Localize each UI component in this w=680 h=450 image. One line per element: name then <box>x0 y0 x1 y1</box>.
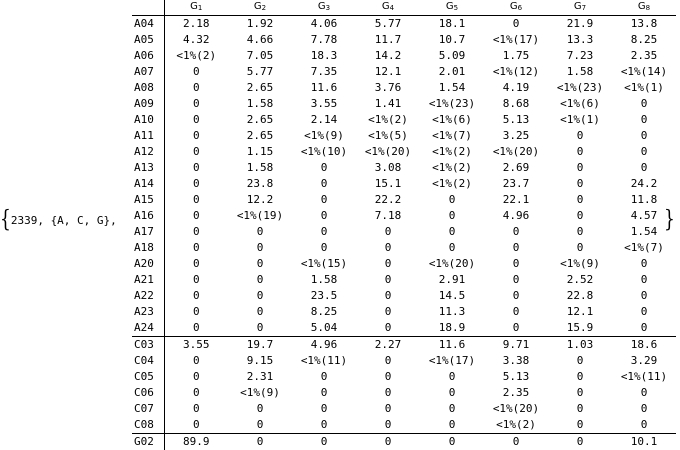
table-cell: 11.7 <box>356 32 420 48</box>
table-cell: 2.31 <box>228 369 292 385</box>
table-cell: 8.68 <box>484 96 548 112</box>
table-cell: 4.96 <box>292 337 356 354</box>
table-cell: 0 <box>548 144 612 160</box>
table-cell: 23.5 <box>292 288 356 304</box>
table-cell: 2.18 <box>164 16 228 33</box>
table-cell: 2.35 <box>612 48 676 64</box>
table-cell: 0 <box>292 160 356 176</box>
table-cell: 0 <box>548 128 612 144</box>
row-label: A08 <box>132 80 164 96</box>
table-cell: 0 <box>356 240 420 256</box>
table-cell: 15.9 <box>548 320 612 337</box>
table-cell: 0 <box>612 417 676 434</box>
table-row <box>132 48 676 64</box>
table-cell: <1%(10) <box>292 144 356 160</box>
table-cell: 18.3 <box>292 48 356 64</box>
table-cell: 4.32 <box>164 32 228 48</box>
row-label: A20 <box>132 256 164 272</box>
table-cell: 0 <box>548 224 612 240</box>
table-cell: 0 <box>612 144 676 160</box>
table-cell: 0 <box>228 304 292 320</box>
table-body <box>132 16 676 450</box>
table-cell: <1%(9) <box>228 385 292 401</box>
table-cell: 3.08 <box>356 160 420 176</box>
table-row <box>132 385 676 401</box>
table-cell: 0 <box>420 385 484 401</box>
table-cell: 0 <box>228 434 292 450</box>
table-cell: 0 <box>164 176 228 192</box>
table-cell: 11.6 <box>420 337 484 354</box>
table-cell: 2.65 <box>228 112 292 128</box>
table-cell: 0 <box>420 417 484 434</box>
table-cell: 0 <box>228 240 292 256</box>
table-cell: 10.1 <box>612 434 676 450</box>
table-cell: 1.41 <box>356 96 420 112</box>
table-cell: 0 <box>612 320 676 337</box>
row-label: A17 <box>132 224 164 240</box>
table-cell: <1%(6) <box>420 112 484 128</box>
table-row <box>132 160 676 176</box>
table-cell: 0 <box>548 208 612 224</box>
table-cell: 2.27 <box>356 337 420 354</box>
table-cell: 14.2 <box>356 48 420 64</box>
table-cell: 2.52 <box>548 272 612 288</box>
table-cell: <1%(7) <box>612 240 676 256</box>
table-cell: 4.19 <box>484 80 548 96</box>
table-cell: 23.7 <box>484 176 548 192</box>
table-cell: 0 <box>484 288 548 304</box>
table-cell: <1%(17) <box>420 353 484 369</box>
column-header: $G_7$ <box>548 0 612 16</box>
column-header: $G_5$ <box>420 0 484 16</box>
table-cell: 5.77 <box>228 64 292 80</box>
row-label: A11 <box>132 128 164 144</box>
row-label: A14 <box>132 176 164 192</box>
table-cell: 0 <box>228 288 292 304</box>
table-cell: 0 <box>164 288 228 304</box>
table-cell: 2.65 <box>228 80 292 96</box>
table-cell: 7.18 <box>356 208 420 224</box>
table-cell: 2.14 <box>292 112 356 128</box>
table-cell: <1%(11) <box>292 353 356 369</box>
row-label: C05 <box>132 369 164 385</box>
table-cell: 18.9 <box>420 320 484 337</box>
table-cell: 0 <box>356 434 420 450</box>
table-cell: 5.09 <box>420 48 484 64</box>
table-cell: 0 <box>292 240 356 256</box>
table-cell: 0 <box>420 369 484 385</box>
table-cell: 11.8 <box>612 192 676 208</box>
table-cell: 0 <box>356 304 420 320</box>
row-label: A21 <box>132 272 164 288</box>
table-row <box>132 144 676 160</box>
table-cell: 0 <box>484 434 548 450</box>
table-row <box>132 128 676 144</box>
table-cell: 0 <box>228 272 292 288</box>
table-cell: 0 <box>292 176 356 192</box>
table-cell: 0 <box>164 272 228 288</box>
table-cell: <1%(20) <box>484 144 548 160</box>
table-cell: 8.25 <box>292 304 356 320</box>
table-cell: 5.13 <box>484 112 548 128</box>
table-cell: 0 <box>612 112 676 128</box>
table-cell: <1%(11) <box>612 369 676 385</box>
table-cell: 8.25 <box>612 32 676 48</box>
row-label: A07 <box>132 64 164 80</box>
table-cell: <1%(12) <box>484 64 548 80</box>
table-cell: 0 <box>612 160 676 176</box>
table-cell: <1%(19) <box>228 208 292 224</box>
table-cell: 1.75 <box>484 48 548 64</box>
table-cell: 0 <box>356 224 420 240</box>
table-cell: 2.69 <box>484 160 548 176</box>
row-label: A13 <box>132 160 164 176</box>
table-cell: 0 <box>548 434 612 450</box>
row-label: A12 <box>132 144 164 160</box>
row-label: A23 <box>132 304 164 320</box>
left-brace: { <box>0 208 11 232</box>
table-cell: 1.58 <box>228 160 292 176</box>
table-cell: 0 <box>292 385 356 401</box>
table-cell: 0 <box>164 128 228 144</box>
row-label: C08 <box>132 417 164 434</box>
table-cell: 1.54 <box>612 224 676 240</box>
table-cell: 3.38 <box>484 353 548 369</box>
table-cell: 0 <box>548 369 612 385</box>
table-cell: <1%(5) <box>356 128 420 144</box>
table-cell: 0 <box>292 401 356 417</box>
set-label <box>0 211 117 231</box>
table-row <box>132 96 676 112</box>
table-cell: <1%(9) <box>292 128 356 144</box>
table-cell: <1%(2) <box>420 144 484 160</box>
row-label: A10 <box>132 112 164 128</box>
table-row <box>132 256 676 272</box>
table-cell: 22.8 <box>548 288 612 304</box>
table-cell: 0 <box>356 385 420 401</box>
table-cell: 11.6 <box>292 80 356 96</box>
table-cell: 0 <box>612 128 676 144</box>
table-cell: <1%(23) <box>420 96 484 112</box>
table-cell: 0 <box>356 417 420 434</box>
table-cell: 1.54 <box>420 80 484 96</box>
table-cell: 0 <box>228 224 292 240</box>
row-label: C07 <box>132 401 164 417</box>
row-label: A09 <box>132 96 164 112</box>
table-cell: 0 <box>356 320 420 337</box>
column-header: $G_6$ <box>484 0 548 16</box>
table-cell: 4.66 <box>228 32 292 48</box>
table-row <box>132 401 676 417</box>
table-cell: 0 <box>548 192 612 208</box>
table-cell: 0 <box>356 353 420 369</box>
table-cell: 0 <box>164 192 228 208</box>
column-header: $G_3$ <box>292 0 356 16</box>
table-cell: 23.8 <box>228 176 292 192</box>
table-cell: 0 <box>420 208 484 224</box>
table-cell: <1%(7) <box>420 128 484 144</box>
table-row <box>132 369 676 385</box>
table-cell: 11.3 <box>420 304 484 320</box>
table-cell: <1%(9) <box>548 256 612 272</box>
table-cell: 22.1 <box>484 192 548 208</box>
table-cell: 1.58 <box>548 64 612 80</box>
table-row <box>132 224 676 240</box>
table-cell: 0 <box>612 272 676 288</box>
table-cell: 14.5 <box>420 288 484 304</box>
row-label: C04 <box>132 353 164 369</box>
table-cell: 0 <box>420 240 484 256</box>
table-cell: 0 <box>228 417 292 434</box>
table-row <box>132 208 676 224</box>
table-row <box>132 240 676 256</box>
table-cell: 4.96 <box>484 208 548 224</box>
table-cell: 18.1 <box>420 16 484 33</box>
table-cell: 3.55 <box>164 337 228 354</box>
table-cell: 12.1 <box>356 64 420 80</box>
table-cell: 0 <box>164 208 228 224</box>
table-cell: 0 <box>548 240 612 256</box>
table-cell: 0 <box>612 256 676 272</box>
table-cell: <1%(1) <box>548 112 612 128</box>
table-cell: 0 <box>420 192 484 208</box>
row-label: A05 <box>132 32 164 48</box>
table-cell: 0 <box>612 96 676 112</box>
table-row <box>132 176 676 192</box>
table-cell: 0 <box>292 224 356 240</box>
table-cell: 13.8 <box>612 16 676 33</box>
table-cell: 7.78 <box>292 32 356 48</box>
table-cell: 2.65 <box>228 128 292 144</box>
table-row <box>132 32 676 48</box>
table-cell: 7.05 <box>228 48 292 64</box>
header-row <box>132 0 676 16</box>
table-cell: 0 <box>292 369 356 385</box>
table-cell: 1.58 <box>292 272 356 288</box>
table-row <box>132 320 676 337</box>
table-cell: 3.76 <box>356 80 420 96</box>
table-row <box>132 353 676 369</box>
table-cell: <1%(20) <box>484 401 548 417</box>
table-cell: 0 <box>484 320 548 337</box>
table-row <box>132 337 676 354</box>
column-header: $G_4$ <box>356 0 420 16</box>
table-row <box>132 272 676 288</box>
table-cell: <1%(23) <box>548 80 612 96</box>
table-cell: 0 <box>164 112 228 128</box>
table-cell: <1%(14) <box>612 64 676 80</box>
table-cell: <1%(2) <box>420 160 484 176</box>
table-cell: <1%(6) <box>548 96 612 112</box>
table-cell: 5.13 <box>484 369 548 385</box>
table-cell: <1%(20) <box>356 144 420 160</box>
table-cell: 1.03 <box>548 337 612 354</box>
table-cell: 4.06 <box>292 16 356 33</box>
table-cell: 0 <box>164 256 228 272</box>
table-row <box>132 304 676 320</box>
table-cell: 15.1 <box>356 176 420 192</box>
table-cell: 0 <box>548 401 612 417</box>
table-cell: 0 <box>356 369 420 385</box>
table-cell: 18.6 <box>612 337 676 354</box>
table-header <box>132 0 676 16</box>
table-cell: 2.01 <box>420 64 484 80</box>
table-cell: 0 <box>484 16 548 33</box>
row-label: C03 <box>132 337 164 354</box>
row-label: A15 <box>132 192 164 208</box>
table-cell: 0 <box>484 224 548 240</box>
right-brace: } <box>664 208 675 232</box>
table-cell: 0 <box>164 320 228 337</box>
table-cell: 0 <box>292 208 356 224</box>
table-cell: 5.77 <box>356 16 420 33</box>
column-header: $G_8$ <box>612 0 676 16</box>
table-cell: 12.2 <box>228 192 292 208</box>
table-cell: 0 <box>548 176 612 192</box>
table-cell: 89.9 <box>164 434 228 450</box>
table-cell: 0 <box>228 401 292 417</box>
table-cell: 0 <box>420 224 484 240</box>
table-row <box>132 417 676 434</box>
table-cell: 1.58 <box>228 96 292 112</box>
table-cell: <1%(2) <box>484 417 548 434</box>
table-cell: 0 <box>548 353 612 369</box>
table-cell: 3.55 <box>292 96 356 112</box>
table-cell: 0 <box>164 385 228 401</box>
table-row <box>132 192 676 208</box>
row-label: A16 <box>132 208 164 224</box>
table-cell: 1.15 <box>228 144 292 160</box>
table-cell: 0 <box>228 256 292 272</box>
table-cell: 2.91 <box>420 272 484 288</box>
table-cell: 0 <box>612 304 676 320</box>
table-cell: 0 <box>484 256 548 272</box>
table-cell: 0 <box>164 240 228 256</box>
table-cell: 0 <box>228 320 292 337</box>
table-cell: 0 <box>292 434 356 450</box>
column-header: $G_1$ <box>164 0 228 16</box>
table-cell: 9.15 <box>228 353 292 369</box>
table-cell: 0 <box>420 434 484 450</box>
row-label: A18 <box>132 240 164 256</box>
table-cell: 0 <box>164 369 228 385</box>
table-cell: <1%(20) <box>420 256 484 272</box>
table-row <box>132 112 676 128</box>
table-cell: 0 <box>484 240 548 256</box>
table-cell: 10.7 <box>420 32 484 48</box>
table-cell: 2.35 <box>484 385 548 401</box>
column-header: $G_2$ <box>228 0 292 16</box>
table-cell: 0 <box>292 192 356 208</box>
table-cell: 0 <box>164 80 228 96</box>
table-cell: 0 <box>612 385 676 401</box>
row-label: G02 <box>132 434 164 450</box>
table-cell: 1.92 <box>228 16 292 33</box>
table-cell: 24.2 <box>612 176 676 192</box>
set-label-text: 2339, {A, C, G}, <box>11 214 117 227</box>
row-label: A04 <box>132 16 164 33</box>
table-cell: 0 <box>164 417 228 434</box>
table-cell: 21.9 <box>548 16 612 33</box>
table-cell: 0 <box>612 288 676 304</box>
table-row <box>132 288 676 304</box>
row-label: A22 <box>132 288 164 304</box>
table-cell: <1%(17) <box>484 32 548 48</box>
table-cell: <1%(2) <box>420 176 484 192</box>
table-cell: 22.2 <box>356 192 420 208</box>
table-cell: 3.25 <box>484 128 548 144</box>
table-cell: <1%(15) <box>292 256 356 272</box>
table-cell: 0 <box>164 144 228 160</box>
table-cell: <1%(2) <box>356 112 420 128</box>
percentage-table <box>132 0 676 450</box>
table-row <box>132 64 676 80</box>
table-cell: 0 <box>292 417 356 434</box>
table-row <box>132 16 676 33</box>
table-cell: 0 <box>420 401 484 417</box>
table-cell: 19.7 <box>228 337 292 354</box>
row-label: A06 <box>132 48 164 64</box>
table-cell: 9.71 <box>484 337 548 354</box>
corner-cell <box>132 0 164 16</box>
table-cell: 0 <box>164 353 228 369</box>
table-cell: <1%(1) <box>612 80 676 96</box>
table-cell: 0 <box>484 304 548 320</box>
table-cell: 7.23 <box>548 48 612 64</box>
table-cell: 0 <box>164 401 228 417</box>
table-cell: 0 <box>548 160 612 176</box>
table-cell: 0 <box>548 385 612 401</box>
table-cell: 0 <box>356 288 420 304</box>
row-label: C06 <box>132 385 164 401</box>
table-cell: 0 <box>356 256 420 272</box>
table-cell: 0 <box>484 272 548 288</box>
table-cell: 0 <box>164 160 228 176</box>
table-cell: 7.35 <box>292 64 356 80</box>
table-cell: <1%(2) <box>164 48 228 64</box>
table-cell: 0 <box>612 401 676 417</box>
table-cell: 0 <box>164 224 228 240</box>
table-cell: 3.29 <box>612 353 676 369</box>
table-cell: 0 <box>548 417 612 434</box>
table-cell: 0 <box>356 401 420 417</box>
table-cell: 13.3 <box>548 32 612 48</box>
table-cell: 0 <box>356 272 420 288</box>
table-cell: 4.57 <box>612 208 676 224</box>
table-cell: 0 <box>164 96 228 112</box>
table-row <box>132 80 676 96</box>
table-cell: 0 <box>164 64 228 80</box>
table-cell: 0 <box>164 304 228 320</box>
table-cell: 12.1 <box>548 304 612 320</box>
row-label: A24 <box>132 320 164 337</box>
table-cell: 5.04 <box>292 320 356 337</box>
